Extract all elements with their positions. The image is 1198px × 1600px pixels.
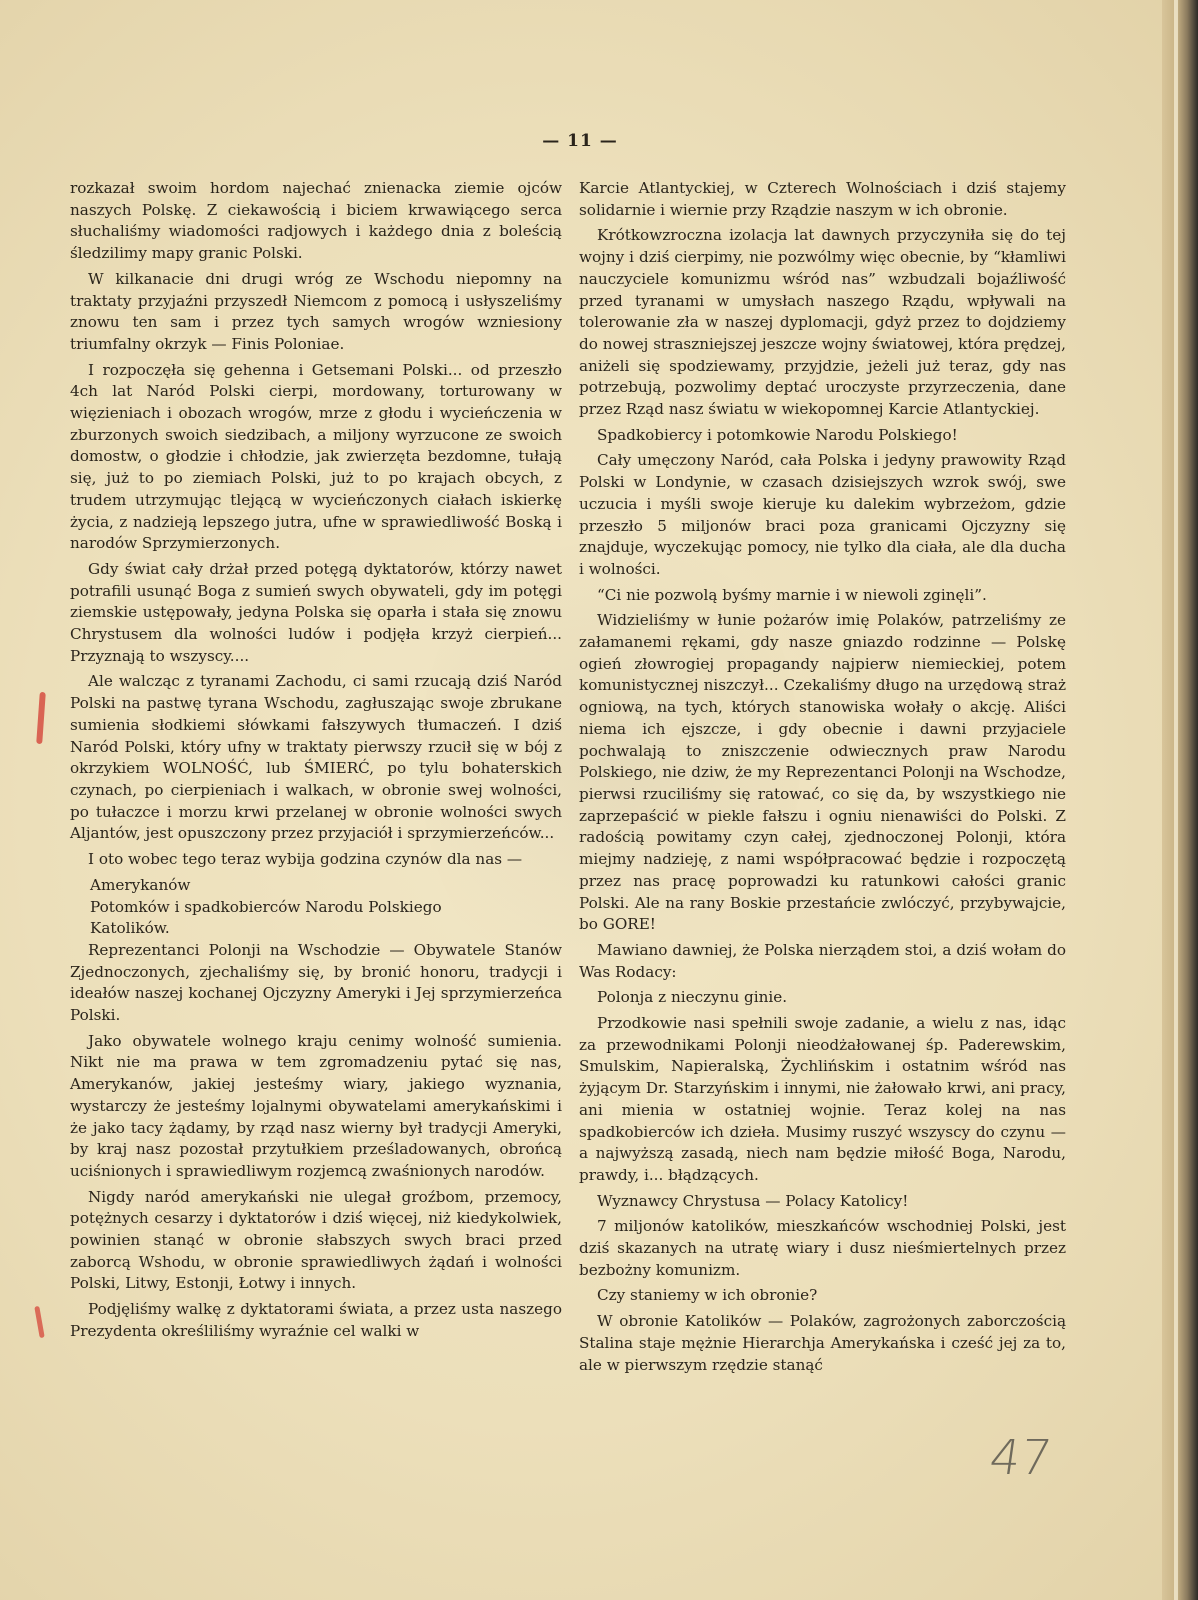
red-margin-mark <box>36 692 46 744</box>
paragraph: Ale walcząc z tyranami Zachodu, ci sami rzucają dziś Naród Polski na pastwę tyrana Wschodu, zagłuszając swoje zbrukane sumienia słodkiemi słówkami fałszywych tłumaczeń. I dziś Naród Polski, który ufny w traktaty pierwszy rzucił się w bój z okrzykiem WOLNOŚĆ, lub ŚMIERĆ, po tylu bohaterskich czynach, po cierpieniach i walkach, w obronie swej wolności, po tułaczce i morzu krwi przelanej w obronie wolności swych Aljantów, jest opuszczony przez przyjaciół i sprzymierzeńców... <box>70 672 562 843</box>
binding-edge <box>1162 0 1198 1600</box>
paragraph: Cały umęczony Naród, cała Polska i jedyny prawowity Rząd Polski w Londynie, w czasach dzisiejszych wzrok swój, swe uczucia i myśli swoje kieruje ku dalekim wybrzeżom, gdzie przeszło 5 miljonów braci poza granicami Ojczyzny się znajduje, wyczekując pomocy, nie tylko dla ciała, ale dla ducha i wolności. <box>579 451 1066 578</box>
paragraph: rozkazał swoim hordom najechać znienacka ziemie ojców naszych Polskę. Z ciekawością i biciem krwawiącego serca słuchaliśmy wiadomości radjowych i każdego dnia z boleścią śledzilimy mapy granic Polski. <box>70 179 562 263</box>
paragraph: Potomków i spadkobierców Narodu Polskiego <box>90 897 442 916</box>
paragraph: Krótkowzroczna izolacja lat dawnych przyczyniła się do tej wojny i dziś cierpimy, nie pozwólmy więc obecnie, by “kłamliwi nauczyciele komunizmu wśród nas” wzbudzali bojaźliwość przed tyranami w umysłach naszego Rządu, wpływali na tolerowanie zła w naszej dyplomacji, gdyż przez to dojdziemy do nowej straszniejszej jeszcze wojny światowej, która prędzej, aniżeli się spodziewamy, przyjdzie, jeżeli już teraz, gdy nas potrzebują, pozwolimy deptać uroczyste przyrzeczenia, dane przez Rząd nasz światu w wiekopomnej Karcie Atlantyckiej. <box>579 226 1066 419</box>
paragraph: Podjęliśmy walkę z dyktatorami świata, a przez usta naszego Prezydenta określiliśmy wyraźnie cel walki w <box>70 1300 562 1340</box>
paragraph: Czy staniemy w ich obronie? <box>597 1286 818 1305</box>
paragraph: Spadkobiercy i potomkowie Narodu Polskiego! <box>597 425 958 444</box>
paragraph: 7 miljonów katolików, mieszkańców wschodniej Polski, jest dziś skazanych na utratę wiary i dusz nieśmiertelnych przez bezbożny komunizm. <box>579 1217 1066 1279</box>
paragraph: I oto wobec tego teraz wybija godzina czynów dla nas — <box>88 850 523 869</box>
paragraph: Nigdy naród amerykański nie ulegał groźbom, przemocy, potężnych cesarzy i dyktatorów i dziś więcej, niż kiedykolwiek, powinien stanąć w obronie słabszych swych braci przed zaborcą Wshodu, w obronie sprawiedliwych żądań i wolności Polski, Litwy, Estonji, Łotwy i innych. <box>70 1187 562 1293</box>
paragraph: I rozpoczęła się gehenna i Getsemani Polski... od przeszło 4ch lat Naród Polski cierpi, mordowany, torturowany w więzieniach i obozach wrogów, mrze z głodu i wycieńczenia w zburzonych swoich siedzibach, a miljony wyrzucone ze swoich domostw, o głodzie i chłodzie, jak zwierzęta bezdomne, tułają się, już to po ziemiach Polski, już to po krajach obcych, z trudem utrzymując tlejącą w wycieńczonych ciałach iskierkę życia, z nadzieją lepszego jutra, ufne w sprawiedliwość Boską i narodów Sprzymierzonych. <box>70 360 562 553</box>
paragraph: W obronie Katolików — Polaków, zagrożonych zaborczością Stalina staje mężnie Hierarchja Amerykańska i cześć jej za to, ale w pierwszym rzędzie stanąć <box>579 1312 1066 1374</box>
paragraph: Przodkowie nasi spełnili swoje zadanie, a wielu z nas, idąc za przewodnikami Polonji nieodżałowanej śp. Paderewskim, Smulskim, Napieralską, Żychlińskim i ostatnim wśród nas żyjącym Dr. Starzyńskim i innymi, nie żałowało krwi, ani pracy, ani mienia w ostatniej wojnie. Teraz kolej na nas spadkobierców ich dzieła. Musimy ruszyć wszyscy do czynu — a najwyższą zasadą, niech nam będzie miłość Boga, Narodu, prawdy, i... błądzących. <box>579 1014 1066 1184</box>
paragraph: Wyznawcy Chrystusa — Polacy Katolicy! <box>597 1191 909 1210</box>
handwritten-page-number: 47 <box>986 1430 1056 1486</box>
paragraph: Gdy świat cały drżał przed potęgą dyktatorów, którzy nawet potrafili usunąć Boga z sumień swych obywateli, gdy im potęgi ziemskie ustępowały, jedyna Polska się oparła i stała się znowu Chrystusem dla wolności ludów i podjęła krzyż cierpień... Przyznają to wszyscy.... <box>70 559 562 665</box>
paragraph: W kilkanacie dni drugi wróg ze Wschodu niepomny na traktaty przyjaźni przyszedł Niemcom z pomocą i usłyszeliśmy znowu ten sam i przez tych samych wrogów wzniesiony triumfalny okrzyk — Finis Poloniae. <box>70 269 562 353</box>
paragraph: Katolików. <box>90 919 170 938</box>
paragraph: Widzieliśmy w łunie pożarów imię Polaków, patrzeliśmy ze załamanemi rękami, gdy nasze gniazdo rodzinne — Polskę ogień złowrogiej propagandy najpierw niemieckiej, potem komunistycznej niszczył... Czekaliśmy długo na urzędową straż ogniową, na tych, których stanowiska wołały o akcję. Aliści niema ich ejszcze, i gdy obecnie i dawni przyjaciele pochwalają to zniszczenie odwiecznych praw Narodu Polskiego, nie dziw, że my Reprezentanci Polonji na Wschodze, pierwsi rzuciliśmy się ratować, co się da, by wszystkiego nie zaprzepaścić w piekle fałszu i ogniu nienawiści do Polski. Z radością powitamy czyn całej, zjednoczonej Polonji, która miejmy nadzieję, z nami współpracować będzie i rozpoczętą przez nas pracę poprowadzi ku ratunkowi całości granic Polski. Ale na rany Boskie przestańcie zwlóczyć, przybywajcie, bo GORE! <box>579 611 1066 934</box>
paragraph: Mawiano dawniej, że Polska nierządem stoi, a dziś wołam do Was Rodacy: <box>579 940 1066 981</box>
page-number: — 11 — <box>542 131 618 151</box>
red-margin-mark <box>34 1306 44 1338</box>
binding-edge-highlight <box>1174 0 1178 1600</box>
left-column <box>70 178 562 1347</box>
paragraph: Amerykanów <box>90 875 191 894</box>
paragraph: Reprezentanci Polonji na Wschodzie — Obywatele Stanów Zjednoczonych, zjechaliśmy się, by bronić honoru, tradycji i ideałów naszej kochanej Ojczyzny Ameryki i Jej sprzymierzeńca Polski. <box>70 940 562 1025</box>
right-column <box>579 178 1066 1380</box>
paragraph: Karcie Atlantyckiej, w Czterech Wolnościach i dziś stajemy solidarnie i wiernie przy Rządzie naszym w ich obronie. <box>579 179 1066 219</box>
paragraph: “Ci nie pozwolą byśmy marnie i w niewoli zginęli”. <box>597 585 987 604</box>
paragraph: Jako obywatele wolnego kraju cenimy wolność sumienia. Nikt nie ma prawa w tem zgromadzeniu pytać się nas, Amerykanów, jakiej jesteśmy wiary, jakiego wyznania, wystarczy że jesteśmy lojalnymi obywatelami amerykańskimi i że jako tacy żądamy, by rząd nasz wierny był tradycji Ameryki, by kraj nasz pozostał przytułkiem prześladowanych, obrońcą uciśnionych i sprawiedliwym rozjemcą zwaśnionych narodów. <box>70 1031 562 1180</box>
paragraph: Polonja z nieczynu ginie. <box>597 988 788 1007</box>
